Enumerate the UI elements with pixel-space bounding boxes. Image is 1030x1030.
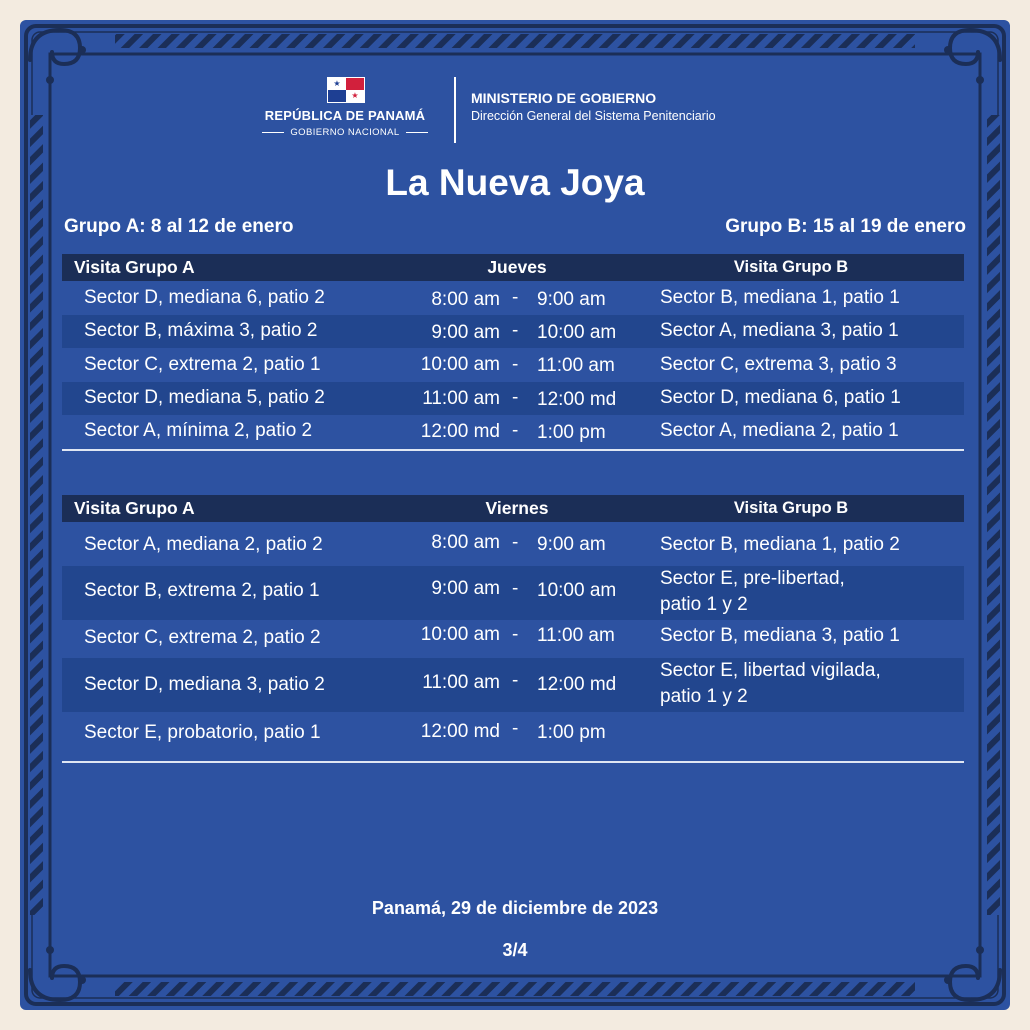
schedule-table-viernes [62,495,964,756]
header-group-a: Visita Grupo A [74,498,195,518]
group-a-dates: Grupo A: 8 al 12 de enero [64,216,294,237]
header-day: Jueves [487,257,547,277]
group-b-sector: Sector D, mediana 6, patio 1 [660,387,901,408]
header-group-b: Visita Grupo B [733,499,849,517]
group-b-dates: Grupo B: 15 al 19 de enero [725,216,966,237]
end-time: 9:00 am [537,534,606,555]
table-row [62,281,964,315]
table-row [62,382,964,415]
republic-name: REPÚBLICA DE PANAMÁ [264,108,426,123]
time-separator: - [512,718,519,739]
group-a-sector: Sector A, mediana 2, patio 2 [84,534,323,555]
table-row [62,712,964,756]
start-time: 11:00 am [422,388,500,409]
end-time: 1:00 pm [537,722,606,743]
header-divider [454,77,456,143]
group-a-sector: Sector E, probatorio, patio 1 [84,722,321,743]
table-row [62,348,964,382]
group-a-sector: Sector D, mediana 5, patio 2 [84,387,325,408]
group-b-sector: Sector E, pre-libertad, [660,568,845,589]
end-time: 1:00 pm [537,422,606,443]
group-a-sector: Sector D, mediana 6, patio 2 [84,287,325,308]
group-a-sector: Sector C, extrema 2, patio 2 [84,627,321,648]
group-a-sector: Sector C, extrema 2, patio 1 [84,354,321,375]
group-b-sector-line2: patio 1 y 2 [660,594,748,615]
panama-flag-icon: ★ ★ [327,77,365,103]
table-row [62,415,964,449]
schedule-card [20,20,1010,1010]
time-separator: - [512,420,519,441]
group-a-sector: Sector A, mínima 2, patio 2 [84,420,313,441]
end-time: 12:00 md [537,389,617,410]
end-time: 12:00 md [537,674,617,695]
table-row [62,620,964,658]
end-time: 9:00 am [537,289,606,310]
group-a-sector: Sector D, mediana 3, patio 2 [84,674,325,695]
end-time: 10:00 am [537,580,617,601]
group-b-sector: Sector B, mediana 1, patio 1 [660,287,900,308]
table-bottom-rule [62,761,964,763]
table-header [62,495,964,522]
table-row [62,566,964,620]
end-time: 11:00 am [537,355,615,376]
start-time: 12:00 md [420,721,500,742]
time-separator: - [512,387,519,408]
ministry-name: MINISTERIO DE GOBIERNO [471,90,657,106]
time-separator: - [512,354,519,375]
header-day: Viernes [485,498,549,518]
header-group-a: Visita Grupo A [74,257,195,277]
time-separator: - [512,320,519,341]
page-title: La Nueva Joya [385,162,645,203]
issue-date: Panamá, 29 de diciembre de 2023 [371,898,659,918]
group-b-sector: Sector A, mediana 2, patio 1 [660,420,899,441]
table-header [62,254,964,281]
group-b-sector: Sector B, mediana 1, patio 2 [660,534,900,555]
table-row [62,315,964,348]
group-a-sector: Sector B, extrema 2, patio 1 [84,580,320,601]
group-b-sector: Sector B, mediana 3, patio 1 [660,625,900,646]
group-b-sector: Sector C, extrema 3, patio 3 [660,354,897,375]
table-row [62,522,964,566]
time-separator: - [512,287,519,308]
government-label: GOBIERNO NACIONAL [252,127,438,138]
time-separator: - [512,670,519,691]
time-separator: - [512,624,519,645]
start-time: 8:00 am [431,532,500,553]
table-bottom-rule [62,449,964,451]
time-separator: - [512,532,519,553]
start-time: 9:00 am [431,322,500,343]
time-separator: - [512,578,519,599]
start-time: 10:00 am [420,624,500,645]
group-b-sector: Sector A, mediana 3, patio 1 [660,320,899,341]
end-time: 11:00 am [537,625,615,646]
start-time: 8:00 am [431,289,500,310]
schedule-table-jueves [62,254,964,449]
page-number: 3/4 [502,940,528,960]
start-time: 9:00 am [431,578,500,599]
group-b-sector-line2: patio 1 y 2 [660,686,748,707]
start-time: 10:00 am [420,354,500,375]
group-a-sector: Sector B, máxima 3, patio 2 [84,320,318,341]
group-b-sector: Sector E, libertad vigilada, [660,660,881,681]
table-row [62,658,964,712]
end-time: 10:00 am [537,322,617,343]
start-time: 11:00 am [422,672,500,693]
start-time: 12:00 md [420,421,500,442]
directorate-name: Dirección General del Sistema Penitenciario [471,109,716,123]
header-group-b: Visita Grupo B [733,258,849,276]
